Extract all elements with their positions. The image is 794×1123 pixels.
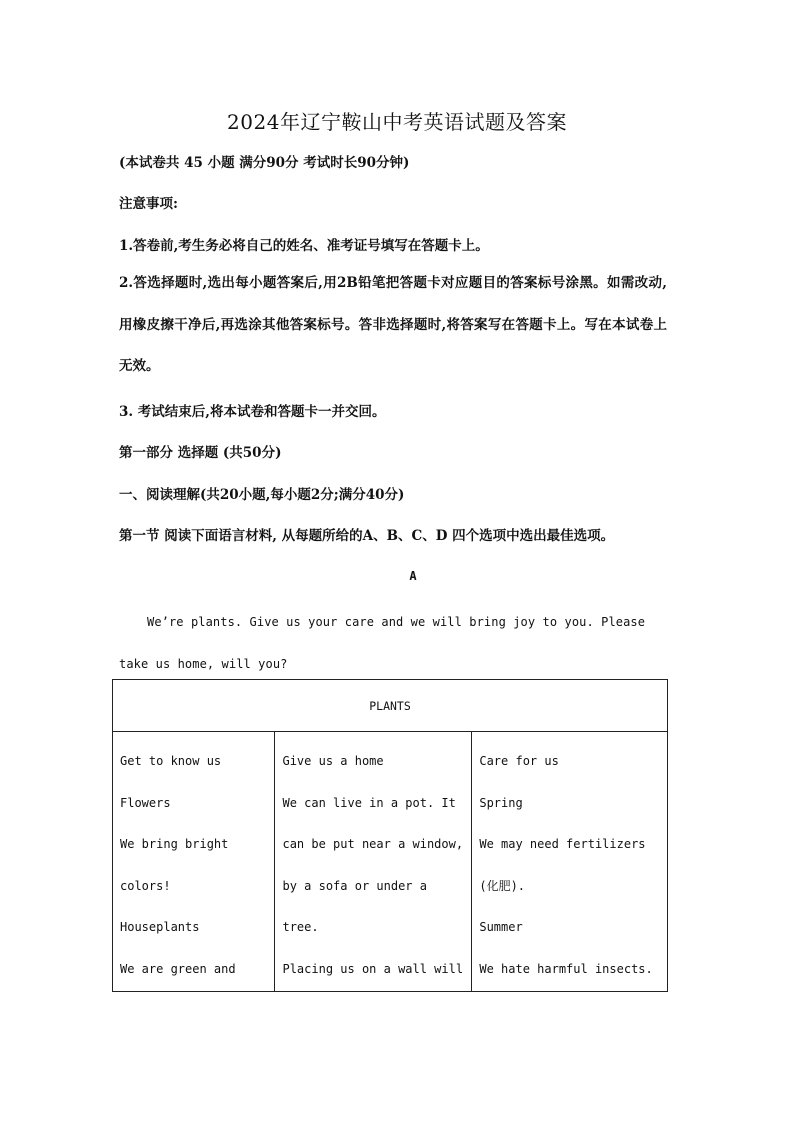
table-cell: can be put near a window,: [282, 837, 464, 851]
note-2: 2.答选择题时,选出每小题答案后,用2B铅笔把答题卡对应题目的答案标号涂黑。如需改动,用橡皮擦干净后,再选涂其他答案标号。答非选择题时,将答案写在答题卡上。写在本试卷上无效。: [119, 275, 667, 374]
table-cell: We bring bright: [120, 837, 229, 851]
column-get-to-know-us: [113, 732, 275, 992]
table-cell: Flowers: [120, 795, 171, 810]
part-heading: 第一部分 选择题 (共50分): [119, 445, 282, 461]
table-cell: tree.: [282, 920, 319, 934]
table-cell: We hate harmful insects.: [479, 961, 653, 976]
notes-heading: 注意事项:: [119, 196, 178, 212]
column-give-us-a-home: [275, 732, 472, 992]
table-cell: Care for us: [479, 754, 559, 768]
table-cell: We may need fertilizers: [479, 837, 646, 851]
note-1: 1.答卷前,考生务必将自己的姓名、准考证号填写在答题卡上。: [119, 238, 489, 254]
note-3: 3. 考试结束后,将本试卷和答题卡一并交回。: [119, 404, 386, 420]
plants-table: [112, 679, 668, 992]
table-cell: colors!: [120, 878, 171, 893]
table-cell: Placing us on a wall will: [282, 961, 464, 976]
table-cell: Give us a home: [282, 754, 384, 768]
page-title: 2024年辽宁鞍山中考英语试题及答案: [227, 110, 567, 134]
table-cell: Get to know us: [120, 754, 222, 768]
table-header: PLANTS: [113, 680, 668, 732]
table-cell: We are green and: [120, 961, 236, 976]
section-instruction: 第一节 阅读下面语言材料, 从每题所给的A、B、C、D 四个选项中选出最佳选项。: [119, 528, 615, 544]
table-cell: by a sofa or under a: [282, 878, 427, 893]
table-row: [113, 732, 668, 992]
passage-label: A: [409, 569, 417, 583]
section-heading: 一、阅读理解(共20小题,每小题2分;满分40分): [119, 487, 405, 503]
table-cell: We can live in a pot. It: [282, 795, 456, 810]
passage-intro: We’re plants. Give us your care and we will bring joy to you. Please take us home, will you?: [119, 615, 646, 671]
column-care-for-us: [472, 732, 668, 992]
table-cell: Spring: [479, 795, 523, 810]
table-cell: (化肥).: [479, 878, 526, 893]
exam-info: (本试卷共 45 小题 满分90分 考试时长90分钟): [119, 155, 410, 171]
table-header-row: [113, 680, 668, 732]
table-cell: Summer: [479, 920, 523, 934]
table-cell: Houseplants: [120, 920, 200, 934]
